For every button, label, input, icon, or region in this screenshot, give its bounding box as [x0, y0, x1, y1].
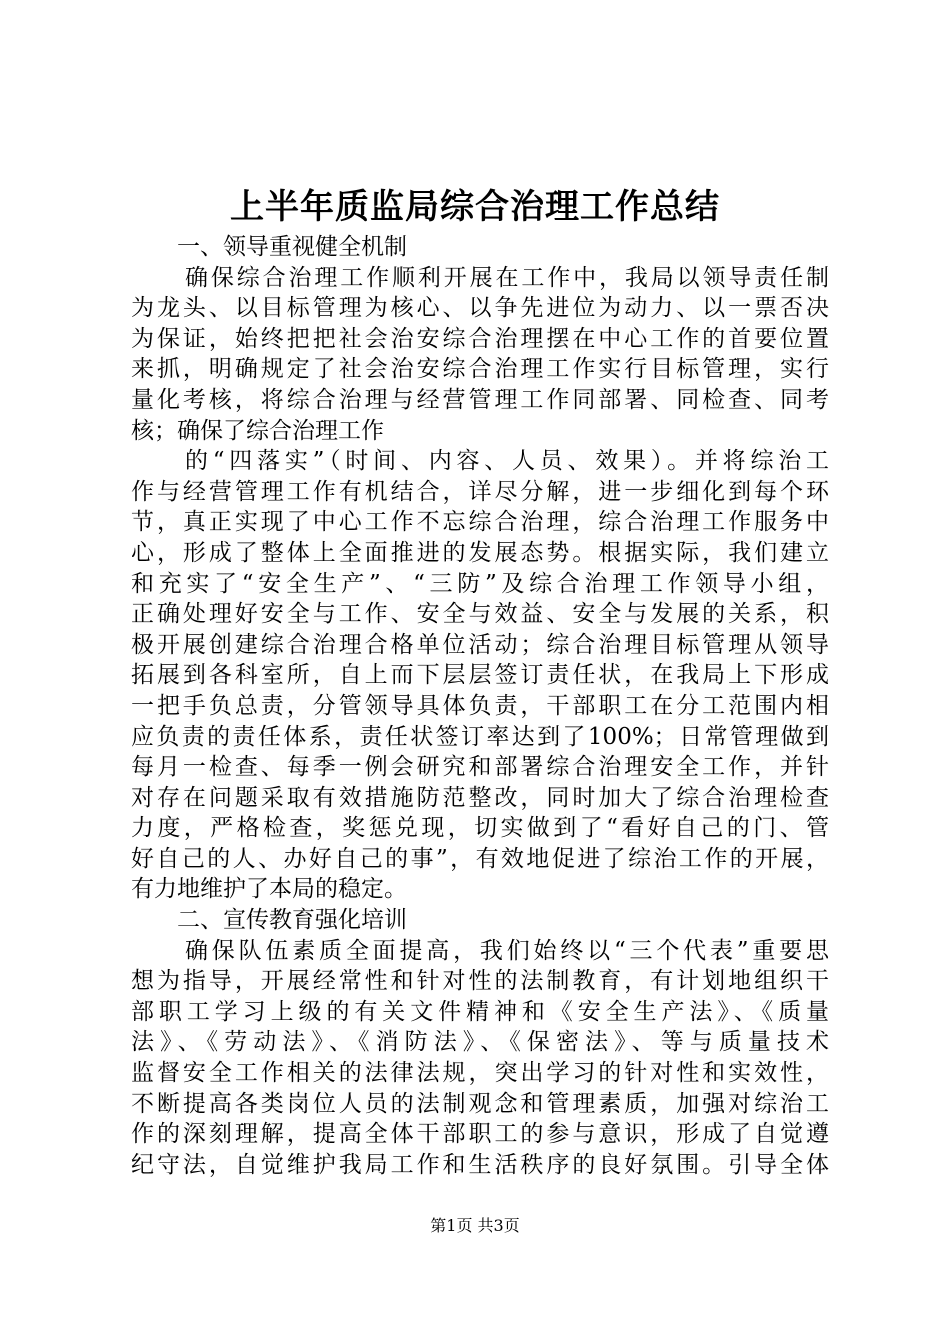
text-line: 心，形成了整体上全面推进的发展态势。根据实际，我们建立 [131, 539, 829, 566]
text-line: 核；确保了综合治理工作 [131, 417, 384, 444]
text-line: 部职工学习上级的有关文件精神和《安全生产法》、《质量 [131, 998, 829, 1025]
text-line: 一把手负总责，分管领导具体负责，干部职工在分工范围内相 [131, 692, 829, 719]
document-title: 上半年质监局综合治理工作总结 [230, 187, 720, 227]
text-line: 量化考核，将综合治理与经营管理工作同部署、同检查、同考 [131, 386, 829, 413]
text-line: 纪守法，自觉维护我局工作和生活秩序的良好氛围。引导全体 [131, 1151, 829, 1178]
text-line: 和充实了“安全生产”、“三防”及综合治理工作领导小组， [131, 570, 829, 597]
section-heading: 一、领导重视健全机制 [177, 234, 407, 260]
text-line: 确保队伍素质全面提高，我们始终以“三个代表”重要思 [185, 937, 829, 964]
text-line: 法》、《劳动法》、《消防法》、《保密法》、等与质量技术 [131, 1029, 829, 1056]
text-line: 不断提高各类岗位人员的法制观念和管理素质，加强对综治工 [131, 1090, 829, 1117]
text-line: 极开展创建综合治理合格单位活动；综合治理目标管理从领导 [131, 631, 829, 658]
page-number: 第1页 共3页 [430, 1216, 520, 1235]
text-line: 对存在问题采取有效措施防范整改，同时加大了综合治理检查 [131, 784, 829, 811]
text-line: 来抓，明确规定了社会治安综合治理工作实行目标管理，实行 [131, 356, 829, 383]
text-line: 正确处理好安全与工作、安全与效益、安全与发展的关系，积 [131, 601, 829, 628]
text-line: 应负责的责任体系，责任状签订率达到了100%；日常管理做到 [131, 723, 829, 750]
text-line: 作与经营管理工作有机结合，详尽分解，进一步细化到每个环 [131, 478, 829, 505]
text-line: 作的深刻理解，提高全体干部职工的参与意识，形成了自觉遵 [131, 1121, 829, 1148]
text-line: 好自己的人、办好自己的事”，有效地促进了综治工作的开展， [131, 845, 829, 872]
text-line: 力度，严格检查，奖惩兑现，切实做到了“看好自己的门、管 [131, 815, 829, 842]
text-line: 节，真正实现了中心工作不忘综合治理，综合治理工作服务中 [131, 509, 829, 536]
text-line: 监督安全工作相关的法律法规，突出学习的针对性和实效性， [131, 1060, 829, 1087]
text-line: 为龙头、以目标管理为核心、以争先进位为动力、以一票否决 [131, 295, 829, 322]
text-line: 拓展到各科室所，自上而下层层签订责任状，在我局上下形成 [131, 662, 829, 689]
section-heading: 二、宣传教育强化培训 [177, 907, 407, 934]
text-line: 为保证，始终把把社会治安综合治理摆在中心工作的首要位置 [131, 325, 829, 352]
text-line: 有力地维护了本局的稳定。 [131, 876, 407, 903]
text-line: 每月一检查、每季一例会研究和部署综合治理安全工作，并针 [131, 754, 829, 781]
text-line: 想为指导，开展经常性和针对性的法制教育，有计划地组织干 [131, 968, 829, 995]
document-body [131, 232, 829, 1180]
text-line: 的“四落实”（时间、内容、人员、效果）。并将综治工 [185, 448, 829, 475]
text-line: 确保综合治理工作顺利开展在工作中，我局以领导责任制 [185, 264, 829, 291]
